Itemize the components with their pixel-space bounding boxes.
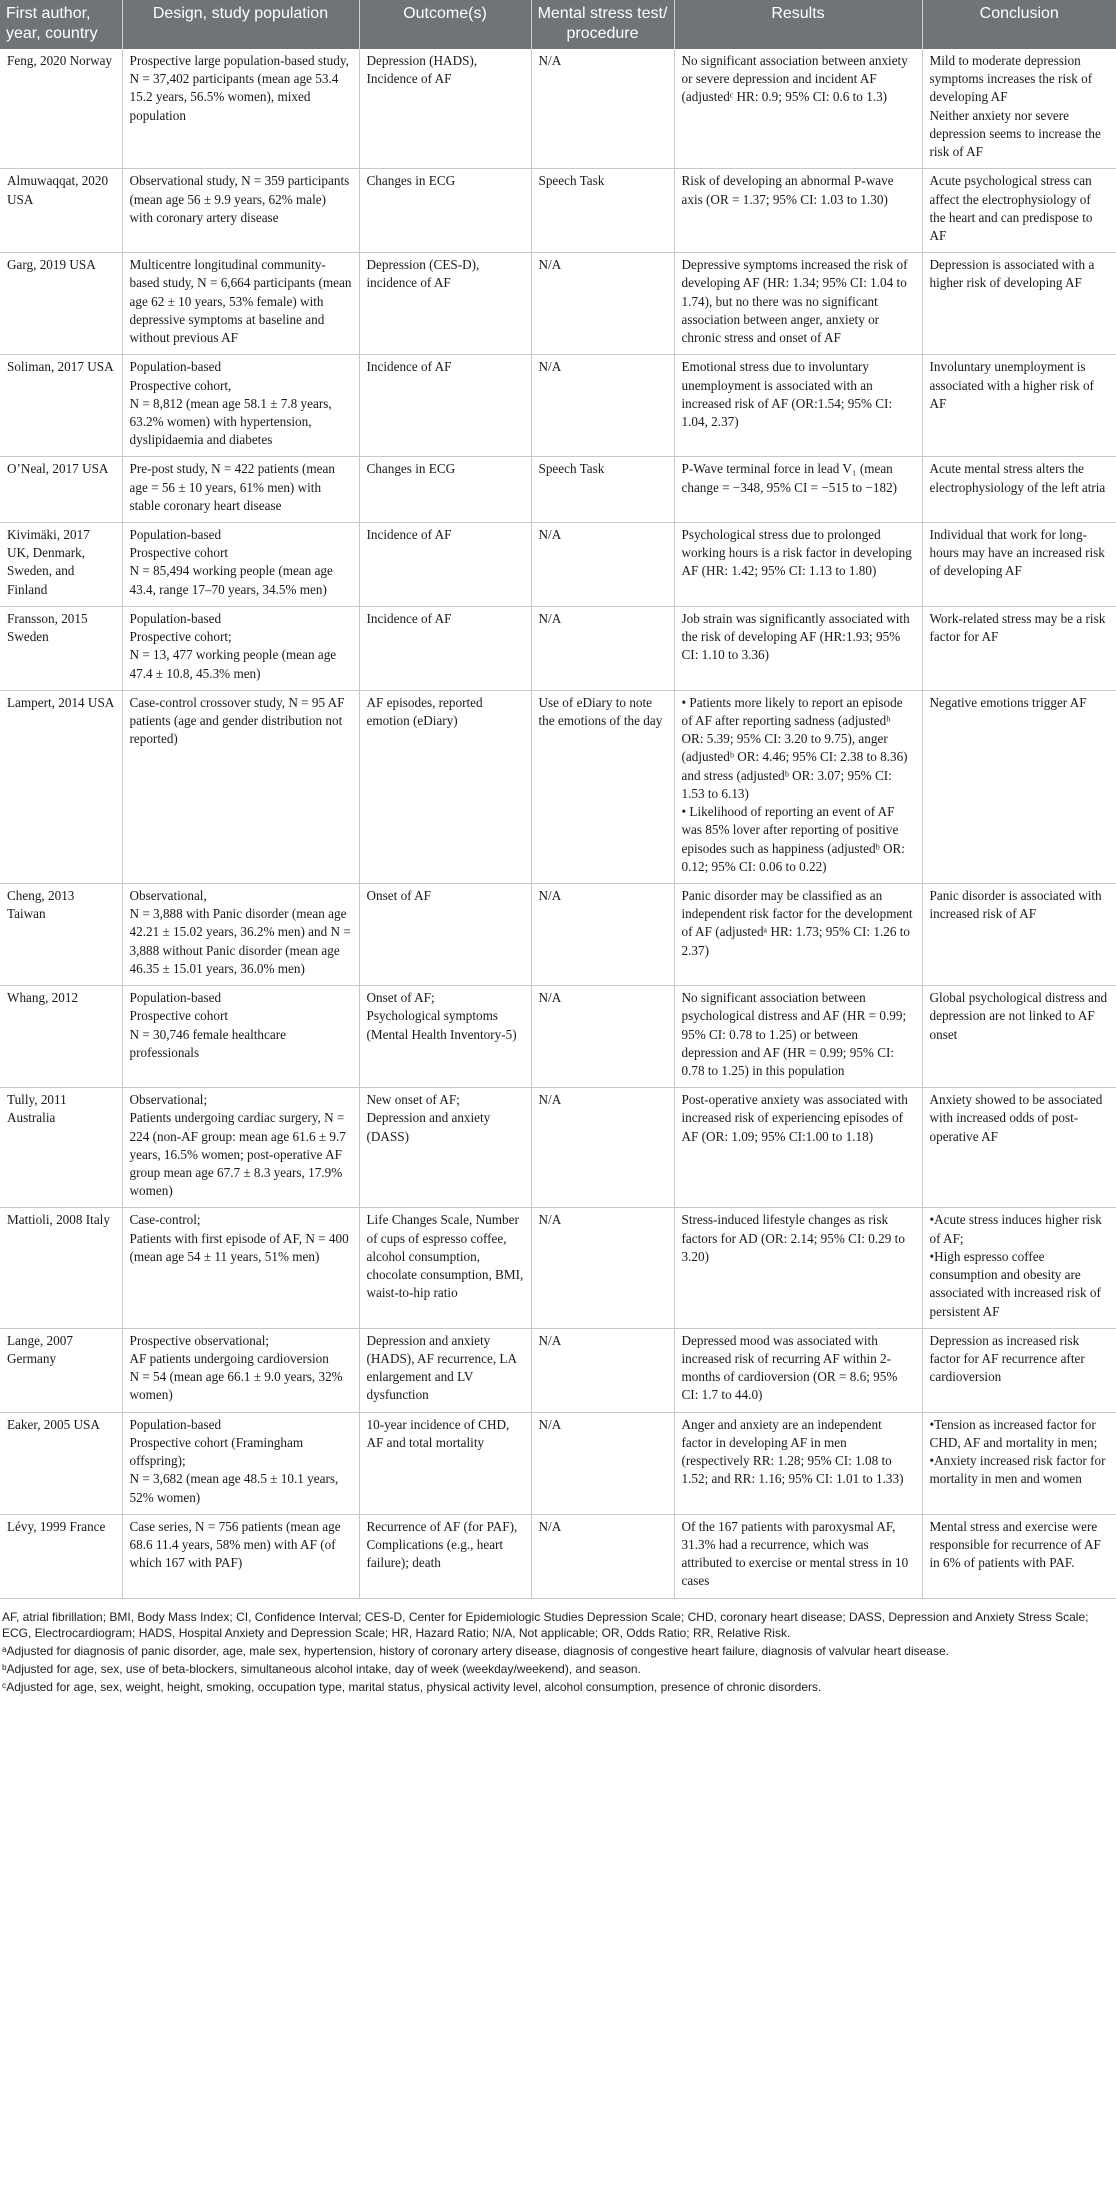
cell-conclusion-line: Negative emotions trigger AF xyxy=(929,694,1087,710)
table-row xyxy=(0,523,1116,607)
cell-design: Prospective large population-based study, N = 37,402 participants (mean age 53.4 15.2 years, 56.5% women), mixed population xyxy=(122,49,359,169)
cell-design-line: Prospective cohort xyxy=(129,1008,229,1024)
cell-design-line: Prospective cohort xyxy=(129,545,229,561)
cell-design-line: Patients with first episode of AF, N = 400 (mean age 54 ± 11 years, 51% men) xyxy=(129,1230,349,1264)
cell-outcome: Depression and anxiety (HADS), AF recurrence, LA enlargement and LV dysfunction xyxy=(359,1328,531,1412)
cell-design xyxy=(122,1328,359,1412)
cell-design-line: Population-based xyxy=(129,610,222,626)
cell-author: Garg, 2019 USA xyxy=(0,253,122,355)
cell-outcome: Depression (HADS), Incidence of AF xyxy=(359,49,531,169)
header-row xyxy=(0,0,1116,49)
cell-outcome: Incidence of AF xyxy=(359,523,531,607)
cell-results: Depressive symptoms increased the risk of developing AF (HR: 1.34; 95% CI: 1.04 to 1.74), but no there was no significant association between anger, anxiety or chronic stress and onset of AF xyxy=(674,253,922,355)
cell-design-line: Prospective cohort (Framingham offspring); xyxy=(129,1434,304,1469)
cell-stress-test: Use of eDiary to note the emotions of the day xyxy=(531,690,674,883)
cell-author: Kivimäki, 2017 UK, Denmark, Sweden, and Finland xyxy=(0,523,122,607)
cell-conclusion xyxy=(922,1412,1116,1514)
cell-results-line: • Patients more likely to report an episode of AF after reporting sadness (adjustedᵇ OR: 5.39; 95% CI: 3.20 to 9.75), anger (adjustedᵇ OR: 4.46; 95% CI: 2.38 to 8.36) and stress (adjustedᵇ OR: 3.07; 95% CI: 1.53 to 6.13) xyxy=(682,694,915,803)
cell-design-line: Population-based xyxy=(129,1416,222,1432)
cell-conclusion-line: Individual that work for long-hours may have an increased risk of developing AF xyxy=(929,527,1105,579)
cell-outcome: 10-year incidence of CHD, AF and total mortality xyxy=(359,1412,531,1514)
table-row xyxy=(0,1514,1116,1598)
table-footnotes xyxy=(0,1599,1116,1696)
cell-design-line: Prospective cohort, xyxy=(129,377,232,393)
cell-design xyxy=(122,606,359,690)
cell-conclusion xyxy=(922,169,1116,253)
table-row xyxy=(0,1088,1116,1208)
cell-design-line: Prospective observational; xyxy=(129,1332,270,1348)
cell-outcome: Life Changes Scale, Number of cups of espresso coffee, alcohol consumption, chocolate consumption, BMI, waist-to-hip ratio xyxy=(359,1208,531,1328)
cell-design xyxy=(122,1208,359,1328)
cell-design-line: N = 3,682 (mean age 48.5 ± 10.1 years, 52% women) xyxy=(129,1471,339,1505)
cell-outcome-line: Depression and anxiety (DASS) xyxy=(366,1110,491,1144)
table-row xyxy=(0,690,1116,883)
footnote-b: ᵇAdjusted for age, sex, use of beta-blockers, simultaneous alcohol intake, day of week (weekday/weekend), and season. xyxy=(2,1662,641,1677)
cell-conclusion-line: Depression is associated with a higher risk of developing AF xyxy=(929,257,1095,291)
cell-design-line: N = 13, 477 working people (mean age 47.4 ± 10.8, 45.3% men) xyxy=(129,647,337,681)
cell-design-line: Observational; xyxy=(129,1092,208,1108)
cell-results: Psychological stress due to prolonged working hours is a risk factor in developing AF (HR: 1.42; 95% CI: 1.13 to 1.80) xyxy=(674,523,922,607)
cell-author: Fransson, 2015 Sweden xyxy=(0,606,122,690)
header-conclusion: Conclusion xyxy=(922,0,1116,49)
cell-design-line: Observational, xyxy=(129,887,207,903)
header-stress-test: Mental stress test/ procedure xyxy=(531,0,674,49)
cell-conclusion-line: Acute psychological stress can affect the electrophysiology of the heart and can predispose to AF xyxy=(929,173,1093,243)
cell-conclusion-line: Panic disorder is associated with increased risk of AF xyxy=(929,887,1102,922)
cell-stress-test: N/A xyxy=(531,1514,674,1598)
cell-conclusion xyxy=(922,1088,1116,1208)
cell-conclusion xyxy=(922,1328,1116,1412)
cell-outcome: AF episodes, reported emotion (eDiary) xyxy=(359,690,531,883)
cell-stress-test: N/A xyxy=(531,253,674,355)
cell-author: Whang, 2012 xyxy=(0,986,122,1088)
cell-design-line: Population-based xyxy=(129,527,222,543)
table-row xyxy=(0,253,1116,355)
cell-outcome-line: Psychological symptoms (Mental Health Inventory-5) xyxy=(366,1008,517,1042)
cell-conclusion-line: •Acute stress induces higher risk of AF; xyxy=(929,1212,1102,1246)
cell-design: Case series, N = 756 patients (mean age 68.6 11.4 years, 58% men) with AF (of which 167 with PAF) xyxy=(122,1514,359,1598)
cell-design-line: Case-control; xyxy=(129,1212,201,1228)
cell-conclusion xyxy=(922,986,1116,1088)
cell-results: Stress-induced lifestyle changes as risk factors for AD (OR: 2.14; 95% CI: 0.29 to 3.20) xyxy=(674,1208,922,1328)
footnote-abbreviations: AF, atrial fibrillation; BMI, Body Mass Index; CI, Confidence Interval; CES-D, Center for Epidemiologic Studies Depression Scale; CHD, coronary heart disease; DASS, Depression and Anxiety Stress Scale; ECG, Electrocardiogram; HADS, Hospital Anxiety and Depression Scale; HR, Hazard Ratio; N/A, Not applicable; OR, Odds Ratio; RR, Relative Risk. xyxy=(2,1609,1089,1640)
table-row xyxy=(0,1208,1116,1328)
cell-outcome: Incidence of AF xyxy=(359,606,531,690)
cell-stress-test: N/A xyxy=(531,606,674,690)
cell-conclusion xyxy=(922,457,1116,523)
header-outcome: Outcome(s) xyxy=(359,0,531,49)
cell-design-line: N = 3,888 with Panic disorder (mean age 42.21 ± 15.02 years, 36.2% men) and N = 3,888 without Panic disorder (mean age 46.35 ± 15.01 years, 36.0% men) xyxy=(129,906,351,976)
cell-results: Anger and anxiety are an independent factor in developing AF in men (respectively RR: 1.28; 95% CI: 1.08 to 1.52; and RR: 1.16; 95% CI: 1.01 to 1.33) xyxy=(674,1412,922,1514)
cell-stress-test: N/A xyxy=(531,1088,674,1208)
cell-design-line: AF patients undergoing cardioversion xyxy=(129,1351,329,1366)
cell-outcome xyxy=(359,986,531,1088)
cell-results: Job strain was significantly associated with the risk of developing AF (HR:1.93; 95% CI: 1.10 to 3.36) xyxy=(674,606,922,690)
table-row xyxy=(0,355,1116,457)
header-design: Design, study population xyxy=(122,0,359,49)
cell-author: Lange, 2007 Germany xyxy=(0,1328,122,1412)
cell-stress-test: N/A xyxy=(531,986,674,1088)
cell-author: Cheng, 2013 Taiwan xyxy=(0,883,122,985)
cell-design xyxy=(122,883,359,985)
cell-conclusion xyxy=(922,606,1116,690)
cell-outcome-line: Onset of AF; xyxy=(366,990,435,1006)
cell-author: O’Neal, 2017 USA xyxy=(0,457,122,523)
cell-conclusion-line: Depression as increased risk factor for AF recurrence after cardioversion xyxy=(929,1332,1085,1385)
footnote-a: ᵃAdjusted for diagnosis of panic disorder, age, male sex, hypertension, history of coronary artery disease, diagnosis of congestive heart failure, diagnosis of valvular heart disease. xyxy=(2,1644,949,1658)
cell-conclusion-line: Work-related stress may be a risk factor for AF xyxy=(929,610,1106,645)
cell-results: Of the 167 patients with paroxysmal AF, 31.3% had a recurrence, which was attributed to exercise or mental stress in 10 cases xyxy=(674,1514,922,1598)
cell-outcome: Incidence of AF xyxy=(359,355,531,457)
cell-design-line: N = 54 (mean age 66.1 ± 9.0 years, 32% women) xyxy=(129,1369,343,1403)
cell-design-line: Population-based xyxy=(129,990,222,1006)
table-row xyxy=(0,1412,1116,1514)
cell-author: Lampert, 2014 USA xyxy=(0,690,122,883)
cell-conclusion xyxy=(922,1208,1116,1328)
table-row xyxy=(0,1328,1116,1412)
cell-design: Pre-post study, N = 422 patients (mean age = 56 ± 10 years, 61% men) with stable coronary heart disease xyxy=(122,457,359,523)
cell-conclusion-line: Mental stress and exercise were responsible for recurrence of AF in 6% of patients with PAF. xyxy=(929,1518,1101,1571)
cell-design: Observational study, N = 359 participants (mean age 56 ± 9.9 years, 62% male) with coronary artery disease xyxy=(122,169,359,253)
cell-stress-test: N/A xyxy=(531,1208,674,1328)
cell-design-line: Prospective cohort; xyxy=(129,629,232,645)
cell-stress-test: Speech Task xyxy=(531,457,674,523)
cell-results: No significant association between psychological distress and AF (HR = 0.99; 95% CI: 0.78 to 1.25) or between depression and AF (HR = 0.99; 95% CI: 0.78 to 1.25) in this population xyxy=(674,986,922,1088)
table-row xyxy=(0,883,1116,985)
table-header xyxy=(0,0,1116,49)
table-row xyxy=(0,457,1116,523)
cell-author: Soliman, 2017 USA xyxy=(0,355,122,457)
cell-conclusion-line: Mild to moderate depression symptoms increases the risk of developing AF xyxy=(929,53,1093,105)
cell-conclusion xyxy=(922,1514,1116,1598)
cell-design-line: N = 85,494 working people (mean age 43.4, range 17–70 years, 34.5% men) xyxy=(129,563,333,597)
cell-results: Depressed mood was associated with increased risk of recurring AF within 2-months of cardioversion (OR = 8.6; 95% CI: 1.7 to 44.0) xyxy=(674,1328,922,1412)
cell-stress-test: N/A xyxy=(531,523,674,607)
cell-design-line: N = 8,812 (mean age 58.1 ± 7.8 years, 63.2% women) with hypertension, dyslipidaemia and diabetes xyxy=(129,395,332,448)
cell-conclusion-line: •Tension as increased factor for CHD, AF and mortality in men; xyxy=(929,1416,1098,1450)
cell-conclusion xyxy=(922,49,1116,169)
header-results: Results xyxy=(674,0,922,49)
cell-stress-test: N/A xyxy=(531,49,674,169)
cell-design: Multicentre longitudinal community-based study, N = 6,664 participants (mean age 62 ± 10 years, 53% female) with depressive symptoms at baseline and without previous AF xyxy=(122,253,359,355)
cell-results-line: • Likelihood of reporting an event of AF was 85% lover after reporting of positive episodes such as happiness (adjustedᵇ OR: 0.12; 95% CI: 0.06 to 0.22) xyxy=(682,803,915,876)
cell-author: Almuwaqqat, 2020 USA xyxy=(0,169,122,253)
cell-conclusion-line: Acute mental stress alters the electrophysiology of the left atria xyxy=(929,461,1106,495)
cell-design xyxy=(122,523,359,607)
table-row xyxy=(0,49,1116,169)
cell-author: Tully, 2011 Australia xyxy=(0,1088,122,1208)
cell-results xyxy=(674,690,922,883)
cell-results: Risk of developing an abnormal P-wave axis (OR = 1.37; 95% CI: 1.03 to 1.30) xyxy=(674,169,922,253)
cell-author: Feng, 2020 Norway xyxy=(0,49,122,169)
cell-results: Panic disorder may be classified as an independent risk factor for the development of AF (adjustedᵃ HR: 1.73; 95% CI: 1.26 to 2.37) xyxy=(674,883,922,985)
cell-conclusion-line: •High espresso coffee consumption and obesity are associated with increased risk of persistent AF xyxy=(929,1248,1101,1319)
cell-design-line: Patients undergoing cardiac surgery, N = 224 (non-AF group: mean age 61.6 ± 9.7 years, 16.5% women; post-operative AF group mean age 67.7 ± 8.3 years, 17.9% women) xyxy=(129,1110,346,1199)
cell-outcome: Changes in ECG xyxy=(359,169,531,253)
cell-conclusion-line: Global psychological distress and depression are not linked to AF onset xyxy=(929,990,1108,1042)
cell-conclusion-line: Involuntary unemployment is associated with a higher risk of AF xyxy=(929,359,1094,411)
footnote-c: ᶜAdjusted for age, sex, weight, height, smoking, occupation type, marital status, physical activity level, alcohol consumption, presence of chronic disorders. xyxy=(2,1680,822,1695)
cell-results: Post-operative anxiety was associated with increased risk of experiencing episodes of AF (OR: 1.09; 95% CI:1.00 to 1.18) xyxy=(674,1088,922,1208)
cell-design xyxy=(122,1088,359,1208)
cell-author: Eaker, 2005 USA xyxy=(0,1412,122,1514)
cell-design xyxy=(122,986,359,1088)
cell-stress-test: Speech Task xyxy=(531,169,674,253)
cell-stress-test: N/A xyxy=(531,883,674,985)
cell-conclusion-line: Neither anxiety nor severe depression seems to increase the risk of AF xyxy=(929,107,1101,160)
table-row xyxy=(0,606,1116,690)
cell-conclusion-line: Anxiety showed to be associated with increased odds of post-operative AF xyxy=(929,1092,1103,1144)
cell-outcome: Depression (CES-D), incidence of AF xyxy=(359,253,531,355)
cell-design-line: N = 30,746 female healthcare professionals xyxy=(129,1026,286,1060)
table-row xyxy=(0,986,1116,1088)
cell-results: No significant association between anxiety or severe depression and incident AF (adjustedᶜ HR: 0.9; 95% CI: 0.6 to 1.3) xyxy=(674,49,922,169)
cell-author: Lévy, 1999 France xyxy=(0,1514,122,1598)
cell-author: Mattioli, 2008 Italy xyxy=(0,1208,122,1328)
cell-stress-test: N/A xyxy=(531,1328,674,1412)
cell-outcome-line: New onset of AF; xyxy=(366,1092,460,1108)
cell-conclusion xyxy=(922,253,1116,355)
table-row xyxy=(0,169,1116,253)
header-author: First author, year, country xyxy=(0,0,122,49)
table-body xyxy=(0,49,1116,1598)
cell-conclusion xyxy=(922,690,1116,883)
cell-design xyxy=(122,1412,359,1514)
cell-stress-test: N/A xyxy=(531,1412,674,1514)
cell-design-line: Population-based xyxy=(129,359,222,375)
cell-outcome: Onset of AF xyxy=(359,883,531,985)
cell-stress-test: N/A xyxy=(531,355,674,457)
cell-design: Case-control crossover study, N = 95 AF patients (age and gender distribution not reported) xyxy=(122,690,359,883)
cell-conclusion xyxy=(922,523,1116,607)
cell-conclusion xyxy=(922,355,1116,457)
cell-outcome xyxy=(359,1088,531,1208)
cell-conclusion-line: •Anxiety increased risk factor for mortality in men and women xyxy=(929,1453,1106,1487)
cell-outcome: Recurrence of AF (for PAF), Complications (e.g., heart failure); death xyxy=(359,1514,531,1598)
cell-outcome: Changes in ECG xyxy=(359,457,531,523)
cell-design xyxy=(122,355,359,457)
cell-results: P-Wave terminal force in lead V₁ (mean change = −348, 95% CI = −515 to −182) xyxy=(674,457,922,523)
cell-conclusion xyxy=(922,883,1116,985)
cell-results: Emotional stress due to involuntary unemployment is associated with an increased risk of AF (OR:1.54; 95% CI: 1.04, 2.37) xyxy=(674,355,922,457)
